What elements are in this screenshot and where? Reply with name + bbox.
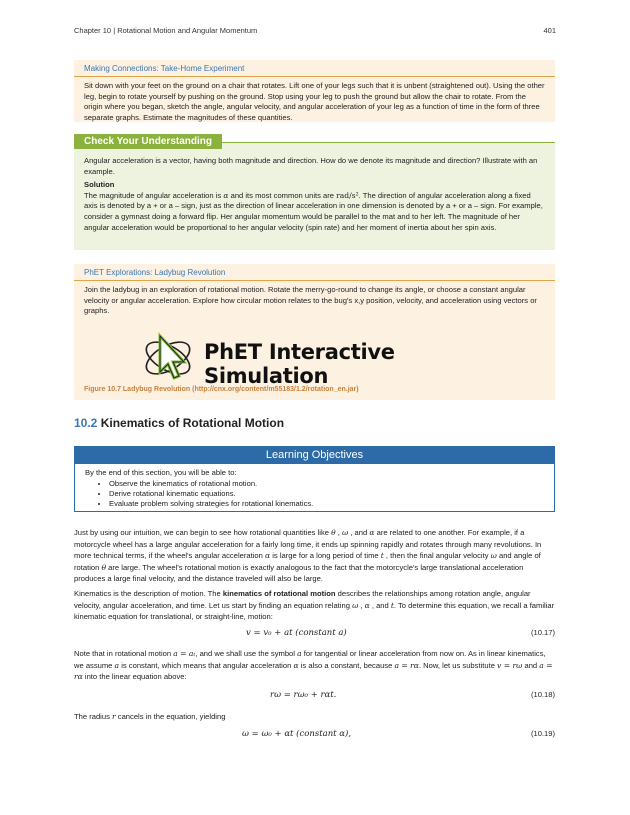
phet-simulation-link[interactable] — [138, 326, 488, 386]
check-understanding-box — [74, 136, 555, 250]
paragraph-substitution: Note that in rotational motion a = aₜ, and we shall use the symbol a for tangential or linear acceleration from now on. As in linear kinematics, we assume a is constant, which means that angular acceleration α is also a constant, because a = rα. Now, let us substitute v = rω and a = rα into the linear equation above: — [74, 649, 553, 681]
learning-objectives-box — [74, 446, 555, 512]
check-question: Angular acceleration is a vector, having both magnitude and direction. How do we denote its magnitude and direction? Illustrate with an example. — [84, 156, 538, 176]
equation-10-17 — [74, 628, 555, 642]
learning-objectives-intro: By the end of this section, you will be able to: — [85, 468, 237, 477]
section-heading — [74, 416, 284, 430]
equation-10-19 — [74, 729, 555, 743]
equation-expression: rω = rω₀ + rαt. — [270, 690, 337, 700]
list-item: • Derive rotational kinematic equations. — [109, 489, 554, 499]
phet-explorations-title: PhET Explorations: Ladybug Revolution — [74, 264, 555, 281]
equation-expression: ω = ω₀ + αt (constant α), — [242, 729, 352, 739]
equation-number: (10.19) — [530, 729, 555, 738]
list-item: • Observe the kinematics of rotational motion. — [109, 479, 554, 489]
equation-10-18 — [74, 690, 555, 704]
equation-expression: v = v₀ + at (constant a) — [246, 628, 347, 638]
making-connections-box — [74, 60, 555, 122]
paragraph-intuition: Just by using our intuition, we can begin to see how rotational quantities like θ , ω , and α are related to one another. For example, if a motorcycle wheel has a large angular acceleration for a fairly long time, it ends up spinning rapidly and rotates through many revolutions. In more technical terms, if the wheel's angular acceleration α is large for a long period of time t , then the final angular velocity ω and angle of rotation θ are large. The wheel's rotational motion is exactly analogous to the fact that the motorcycle's large translational acceleration produces a large final velocity, and the distance traveled will also be large. — [74, 528, 542, 583]
page-header — [74, 26, 556, 35]
learning-objectives-list — [75, 479, 554, 509]
phet-cursor-logo-icon — [138, 326, 202, 386]
phet-explorations-text: Join the ladybug in an exploration of rotational motion. Rotate the merry-go-round to change its angle, or choose a constant angular velocity or angular acceleration. Explore how circular motion relates to the bug's x,y position, velocity, and acceleration using vectors or graphs. — [84, 285, 537, 316]
solution-label: Solution — [84, 180, 115, 190]
section-title: Kinematics of Rotational Motion — [100, 416, 285, 430]
paragraph-radius: The radius r cancels in the equation, yielding — [74, 712, 226, 721]
making-connections-text: Sit down with your feet on the ground on a chair that rotates. Lift one of your legs such that it is unbent (straightened out). Using the other leg, begin to rotate yourself by pushing on the ground. Stop using your leg to push the ground but allow the chair to rotate. From the origin where you began, sketch the angle, angular velocity, and angular acceleration of your leg as a function of time in the form of three separate graphs. Estimate the magnitudes of these quantities. — [84, 81, 545, 122]
solution-text: The magnitude of angular acceleration is α and its most common units are rad/s². The direction of angular acceleration along a fixed axis is denoted by a + or a – sign, just as the direction of linear acceleration in one dimension is denoted by a + or a – sign. For example, consider a gymnast doing a forward flip. Her angular momentum would be parallel to the mat and to her left. The magnitude of her angular acceleration would be proportional to her angular velocity (spin rate) and her moment of inertia about her spin axis. — [84, 190, 543, 232]
making-connections-title: Making Connections: Take-Home Experiment — [74, 60, 555, 77]
paragraph-kinematics: Kinematics is the description of motion. The kinematics of rotational motion describes the relationships among rotation angle, angular velocity, angular acceleration, and time. Let us start by finding an equation relating ω , α , and t. To determine this equation, we recall a familiar kinematic equation for translational, or straight-line, motion: — [74, 589, 555, 621]
learning-objectives-heading: Learning Objectives — [75, 447, 554, 464]
check-understanding-tab: Check Your Understanding — [74, 134, 222, 149]
section-number: 10.2 — [74, 416, 98, 430]
equation-number: (10.18) — [530, 690, 555, 699]
phet-simulation-title: PhET Interactive Simulation — [204, 340, 395, 388]
list-item: • Evaluate problem solving strategies for rotational kinematics. — [109, 499, 554, 509]
page-number: 401 — [543, 26, 556, 35]
figure-caption[interactable]: Figure 10.7 Ladybug Revolution (http://cnx.org/content/m55183/1.2/rotation_en.jar) — [84, 386, 359, 393]
chapter-title: Chapter 10 | Rotational Motion and Angular Momentum — [74, 26, 258, 35]
equation-number: (10.17) — [530, 628, 555, 637]
